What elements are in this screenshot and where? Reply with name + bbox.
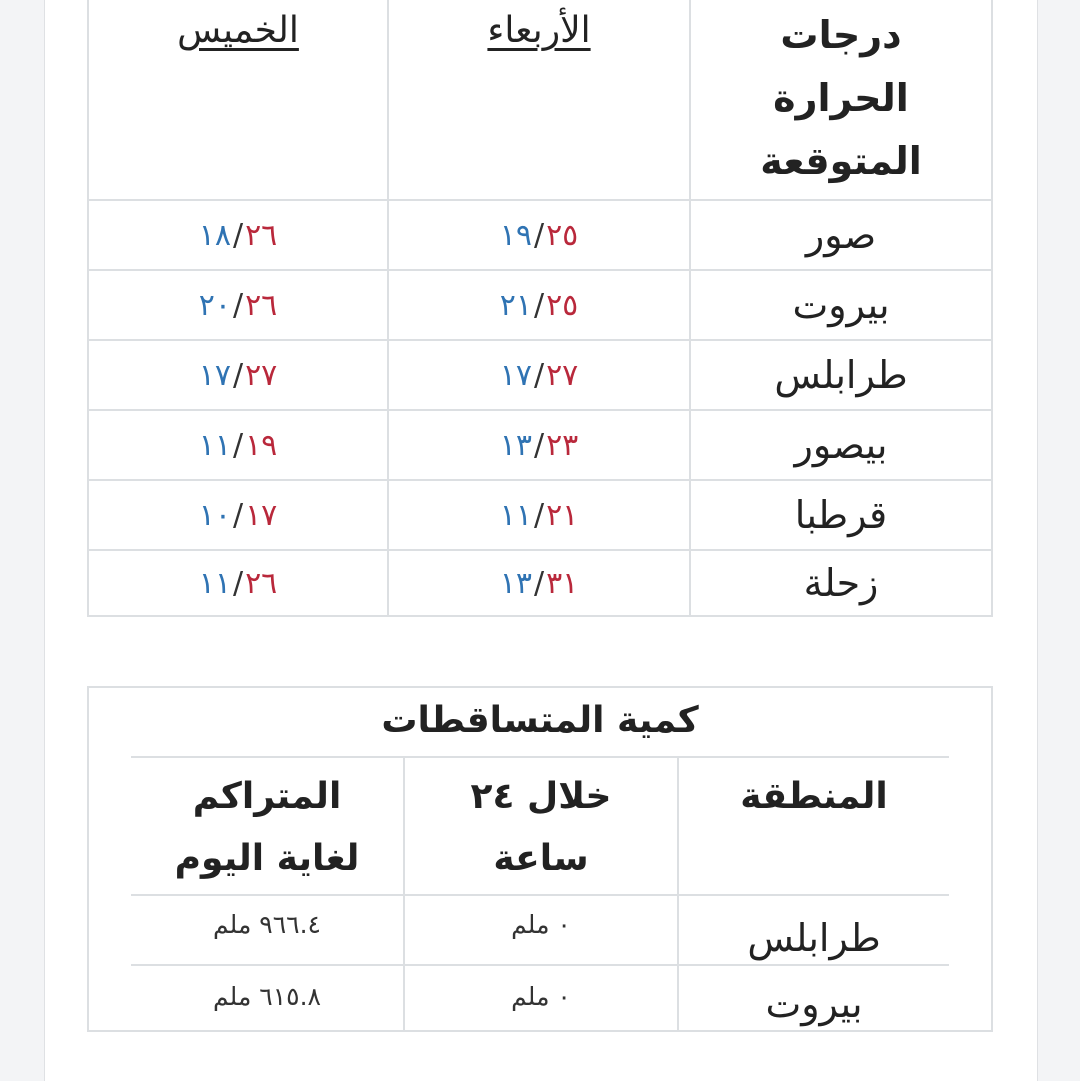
rain-last24: ٠ ملم bbox=[511, 910, 571, 939]
city-name: بيصور bbox=[794, 423, 888, 467]
temp-wednesday bbox=[500, 566, 579, 601]
temp-thursday bbox=[199, 498, 278, 533]
temp-high: ٢٦ bbox=[245, 217, 278, 253]
city-name: طرابلس bbox=[774, 353, 908, 397]
temp-thursday bbox=[199, 428, 278, 463]
temp-separator: / bbox=[533, 565, 545, 601]
rain-row bbox=[131, 896, 949, 966]
rain-cumulative: ٩٦٦.٤ ملم bbox=[213, 910, 321, 939]
forecast-row bbox=[89, 551, 991, 615]
temp-separator: / bbox=[232, 565, 244, 601]
forecast-row bbox=[89, 481, 991, 551]
header-cell-last24 bbox=[403, 758, 677, 894]
temp-low: ١٣ bbox=[499, 427, 532, 463]
temp-high: ٢٥ bbox=[546, 217, 579, 253]
forecast-row bbox=[89, 411, 991, 481]
temp-low: ١٩ bbox=[499, 217, 532, 253]
temp-thursday bbox=[199, 218, 278, 253]
temp-low: ١١ bbox=[198, 427, 231, 463]
temp-low: ١١ bbox=[499, 497, 532, 533]
temp-low: ١٠ bbox=[198, 497, 231, 533]
temp-wednesday bbox=[500, 498, 579, 533]
rain-table-grid bbox=[131, 756, 949, 1032]
header-cell-cumulative bbox=[131, 758, 403, 894]
temp-high: ٣١ bbox=[546, 565, 579, 601]
forecast-row bbox=[89, 271, 991, 341]
temp-low: ١٧ bbox=[198, 357, 231, 393]
rain-row bbox=[131, 966, 949, 1032]
temp-separator: / bbox=[533, 217, 545, 253]
city-name: بيروت bbox=[792, 283, 890, 327]
header-last24: خلال ٢٤ ساعة bbox=[470, 776, 612, 879]
temp-low: ١٨ bbox=[198, 217, 231, 253]
rain-cumulative: ٦١٥.٨ ملم bbox=[213, 982, 321, 1011]
temp-wednesday bbox=[500, 428, 579, 463]
forecast-table-title: درجات الحرارة المتوقعة bbox=[760, 13, 922, 183]
rain-table-caption: كمية المتساقطات bbox=[381, 700, 699, 741]
forecast-row bbox=[89, 341, 991, 411]
region-name: بيروت bbox=[765, 982, 863, 1026]
city-name: صور bbox=[805, 213, 877, 257]
day-header-thursday: الخميس bbox=[177, 10, 299, 51]
header-cumulative: المتراكم لغاية اليوم bbox=[174, 776, 360, 879]
temp-wednesday bbox=[500, 288, 579, 323]
temp-separator: / bbox=[533, 287, 545, 323]
temp-low: ٢٠ bbox=[198, 287, 231, 323]
day-header-wednesday: الأربعاء bbox=[487, 10, 591, 51]
temp-separator: / bbox=[232, 427, 244, 463]
temp-thursday bbox=[199, 288, 278, 323]
temp-separator: / bbox=[232, 217, 244, 253]
temp-separator: / bbox=[533, 497, 545, 533]
temp-high: ٢٦ bbox=[245, 287, 278, 323]
forecast-row bbox=[89, 201, 991, 271]
temp-high: ٢٦ bbox=[245, 565, 278, 601]
region-name: طرابلس bbox=[747, 916, 881, 960]
temp-low: ١٧ bbox=[499, 357, 532, 393]
temp-high: ٢٧ bbox=[546, 357, 579, 393]
temp-high: ٢١ bbox=[546, 497, 579, 533]
header-cell-thursday bbox=[89, 0, 387, 199]
temp-separator: / bbox=[232, 497, 244, 533]
temp-high: ١٩ bbox=[245, 427, 278, 463]
forecast-table bbox=[87, 0, 993, 617]
city-name: قرطبا bbox=[794, 493, 888, 537]
temp-high: ٢٧ bbox=[245, 357, 278, 393]
temp-thursday bbox=[199, 358, 278, 393]
temp-high: ٢٥ bbox=[546, 287, 579, 323]
temp-separator: / bbox=[232, 287, 244, 323]
temp-wednesday bbox=[500, 218, 579, 253]
header-cell-title bbox=[689, 0, 991, 199]
header-cell-wednesday bbox=[387, 0, 689, 199]
temp-separator: / bbox=[232, 357, 244, 393]
city-name: زحلة bbox=[803, 561, 879, 605]
rain-header-row bbox=[131, 758, 949, 896]
temp-low: ١١ bbox=[198, 565, 231, 601]
temp-thursday bbox=[199, 566, 278, 601]
temp-separator: / bbox=[533, 357, 545, 393]
temp-low: ١٣ bbox=[499, 565, 532, 601]
forecast-header-row bbox=[89, 0, 991, 201]
temp-high: ١٧ bbox=[245, 497, 278, 533]
rain-table bbox=[87, 686, 993, 1032]
header-cell-region bbox=[677, 758, 949, 894]
temp-low: ٢١ bbox=[499, 287, 532, 323]
header-region: المنطقة bbox=[740, 776, 888, 817]
temp-high: ٢٣ bbox=[546, 427, 579, 463]
temp-wednesday bbox=[500, 358, 579, 393]
rain-last24: ٠ ملم bbox=[511, 982, 571, 1011]
temp-separator: / bbox=[533, 427, 545, 463]
